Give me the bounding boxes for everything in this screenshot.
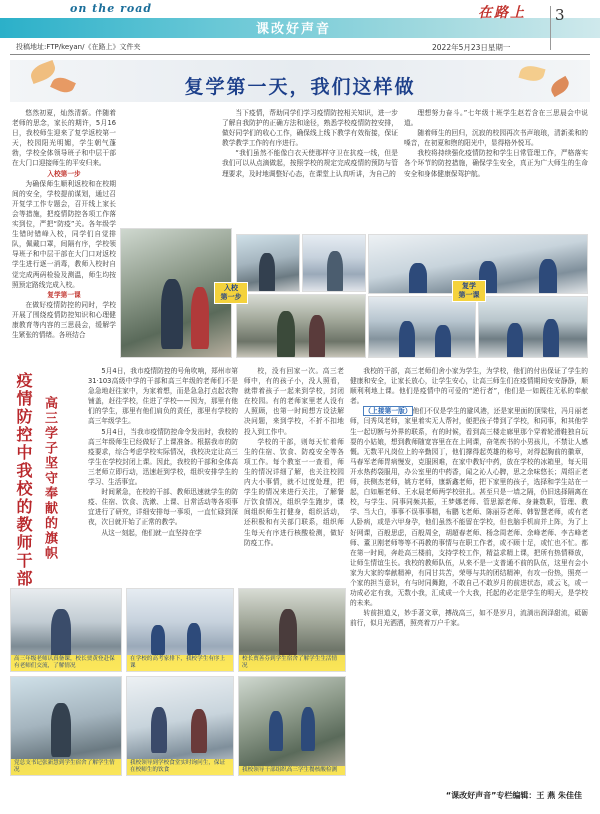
person-figure bbox=[51, 609, 71, 659]
student-figure bbox=[151, 625, 165, 655]
paragraph: 理想努力奋斗。”七年级十班学生赵若含在三思晨会中说道。 bbox=[404, 109, 588, 128]
paragraph bbox=[350, 406, 588, 608]
article2-column-c bbox=[350, 366, 588, 770]
student-figure bbox=[507, 323, 523, 358]
article1-column-2 bbox=[222, 108, 398, 230]
subheading: 复学第一课 bbox=[47, 290, 81, 299]
person-figure bbox=[309, 315, 325, 358]
person-figure bbox=[161, 279, 183, 349]
paragraph: 5月4日，当我市疫情防控命令发出时，我校的高三年级师生已经做好了上课准备。根据我市的防疫要求，综合考虑学校实际情况，我校决定让高三学生在学校封闭上课。因此，我校的干部和全体高三老师立即行动，迅速赶到学校，组织安排学生的学习、生活事宜。 bbox=[88, 427, 238, 487]
person-figure bbox=[151, 707, 167, 753]
photo-caption: 校长贾善芬到学生宿舍了解学生生活情况 bbox=[239, 655, 345, 671]
photo-dorm-visit bbox=[238, 588, 346, 672]
article1-column-3 bbox=[404, 108, 588, 230]
photo-caption: 高三年级老师认真备课，校长贾黄登赴保有老师们交流，了解情况 bbox=[11, 655, 121, 671]
photo-tag-first-class: 复学 第一课 bbox=[452, 280, 486, 302]
article2-column-a bbox=[88, 366, 238, 580]
person-figure bbox=[279, 609, 297, 657]
person-figure bbox=[191, 709, 207, 753]
person-figure bbox=[301, 707, 315, 751]
person-figure bbox=[277, 311, 295, 358]
article2-column-b bbox=[244, 366, 344, 580]
photo-classroom-2 bbox=[368, 296, 476, 358]
student-figure bbox=[399, 321, 415, 358]
page-header bbox=[0, 0, 600, 56]
continued-from-label: （上接第一版） bbox=[364, 407, 412, 416]
photo-caption: 我校领导到学校食堂实时询问生，保证在校师生的饮食 bbox=[127, 759, 233, 775]
paragraph: 悠然初夏，灿然清新。伴随着老师的思念，家长的期许，5月16日，我校师生迎来了复学返校第一天，校园阳光明媚，学生朝气蓬勃，学校全体领导班子和中层干部在大门口迎接师生的平安归来。 bbox=[12, 109, 116, 168]
header-rule bbox=[10, 54, 590, 55]
photo-caption: 党总支书记张新慧到学生宿舍了解学生情况 bbox=[11, 759, 121, 775]
issue-date: 2022年5月23日星期一 bbox=[432, 43, 511, 52]
student-figure bbox=[435, 325, 451, 358]
article1-column-1 bbox=[12, 108, 116, 358]
paragraph: “我们虽然不能像白衣天使那样守卫在抗疫一线，但是我们可以从点滴做起，按照学校的规定完成疫情的预防与管理要求，及时地调整好心态，在课堂上认真听讲，为自己的 bbox=[222, 149, 398, 178]
student-figure bbox=[409, 263, 427, 294]
paragraph: 随着师生的回归，沉寂的校园再次书声琅琅，清新柔和的嗓音，在初夏和煦的阳光中，显得格外悦耳。 bbox=[404, 129, 588, 148]
page-number: 3 bbox=[555, 6, 565, 24]
photo-tag-entrance: 入校 第一步 bbox=[214, 282, 248, 304]
paragraph: 在做好疫情防控的同时，学校开展了围绕疫情防控知识和心理健康教育等内容的三思晨会，缓解学生紧张的情绪。各班结合 bbox=[12, 300, 116, 340]
student-figure bbox=[543, 319, 559, 358]
paragraph: 我校的干部，高三老师们舍小家为学生，为学校，他们的付出保证了学生的健康和安全，让家长放心，让学生安心，让高三师生们在疫情期间安安静静，顺顺利利地上课。他们是疫情中的可爱的“逆行者”，他们是一如既往无私的奉献者。 bbox=[350, 367, 588, 406]
person-figure bbox=[51, 703, 71, 757]
paragraph: 当下疫情，帮助同学们学习疫情防控相关知识，进一步了解自我防护的正确方法和途径，熟悉学校疫情防控安排，做好同学们的收心工作，确保线上线下教学有效衔接，保证教学教学工作的有序进行。 bbox=[222, 109, 398, 148]
photo-entrance-4 bbox=[236, 294, 366, 358]
photo-students-class bbox=[126, 588, 234, 672]
student-figure bbox=[187, 623, 201, 655]
person-figure bbox=[269, 711, 283, 751]
paragraph: 时间紧急，在校的干部、教师迅速就学生的防疫、住宿、饮食、洗漱、上课、日常活动等各项事宜进行了研究，详细安排每一事项，一直忙碌到深夜，次日就开始了正常的教学。 bbox=[88, 488, 238, 527]
photo-nucleic-test bbox=[238, 676, 346, 776]
photo-classroom-3 bbox=[478, 296, 588, 358]
photo-caption: 我校领导干部组织高三学生餐核酸检测 bbox=[239, 766, 345, 775]
person-figure bbox=[327, 251, 343, 292]
newspaper-logo: 在路上 bbox=[478, 5, 526, 21]
photo-caption: 在学校的高考家排下，我校学生有序上课 bbox=[127, 655, 233, 671]
person-figure bbox=[191, 287, 209, 349]
header-divider bbox=[550, 6, 551, 50]
column-editor-credit: “课改好声音”专栏编辑：王 燕 朱佳佳 bbox=[445, 791, 582, 800]
student-figure bbox=[539, 259, 557, 294]
photo-teacher-prep bbox=[10, 588, 122, 672]
article-headline: 复学第一天，我们这样做 bbox=[184, 76, 416, 98]
paragraph: 5月4日，我市疫情防控的号角吹响，郑州市第31·103高级中学的干部和高三年级的老师们不是急急地赶往家中，为家着想，而是急急打点起衣物铺盖，赶往学校，住进了学校——因为，那里有他们的学生，那里有他们肩负的责任，那里有学校的高三年级学生。 bbox=[88, 367, 238, 426]
vertical-title-students: 高三学子坚守奉献的旗帜 bbox=[42, 396, 57, 561]
photo-canteen bbox=[126, 676, 234, 776]
column-title: 课改好声音 bbox=[256, 22, 332, 37]
paragraph: 为确保师生顺利返校和在校期间的安全，学校提前谋划，通过召开复学工作专题会，召开线上家长会等措施，把疫情防控各项工作落实到位，严把“防疫”关。各年级学生错时错峰入校，同学们自觉排队，佩戴口罩，间隔有序，学校领导班子和中层干部在大门口对返校学生进行逐一消毒，教师入校时自觉完成两码检验及测温，师生均按照预定路线完成入校。 bbox=[12, 179, 116, 289]
photo-secretary-dorm bbox=[10, 676, 122, 776]
paragraph: 校，没有回家一次。高三老师中，有的孩子小，没人照看，就带着孩子一起来到学校，封闭在校园。有的老师家里老人没有人照顾，也第一时间想方设法解决问题，来到学校，不折不扣地投入到工作中。 bbox=[244, 367, 344, 436]
paragraph: 我校将持续强化疫情防控和学生日常管理工作，严格落实各个环节的防控措施，确保学生安全，真正为广大师生的生命安全和身体健康保驾护航。 bbox=[404, 149, 588, 178]
photo-entrance-3 bbox=[302, 234, 366, 292]
subheading: 入校第一步 bbox=[47, 169, 81, 178]
submission-address: 投稿地址:FTP/keyan/《在路上》文件夹 bbox=[16, 43, 141, 51]
vertical-title-teachers: 疫情防控中我校的教师干部 bbox=[14, 372, 33, 588]
paragraph: 转前担道义，妙手著文章，搏战高三，如不是岁月，流淌出润泽甜流，砥砺前行，似月光洒洒，照亮着万户千家。 bbox=[350, 609, 588, 628]
column-english-title: on the road bbox=[70, 2, 153, 15]
paragraph-text: 他们不仅是学生的避风港，还是家里面的顶梁柱，冯月丽老师，闫秀凤老师，家里着实无人帮衬，便把孩子带到了学校，和同事，和其他学生一起切断与外界的联系，有的时候，看到高三楼走廊里那个穿着轮滑鞋独自玩耍的小姑娘，想到教师随宽容里在在上网课，奋笔疾书的小男孩儿，不禁让人感慨。无数平凡岗位上的辛勤园丁，他们撑得起英雄的称号，对得起胸前的徽章，马春军老师胃病慢发，克服困难，在家中教好中药，放在学校的冰箱里，每天用开水热药袋服用，办公室里的中药香，闻之沁人心脾，思之余味悠长；周绍正老师，扶侧杰老师，姚方老师，康新鑫老师，把下家里的孩子，选择和学生站在一起，白如雁老师、王水晨老师两学校驻扎。甚至只是一墙之隔，仍旧选择隔离在校，与学生、同事同频共振，王梦娜老师、管思源老师、身兼数职，管理、教学、当大白，事事不误事事精，布鹏飞老师、陈丽芬老师、韩智慧老师，或有老人卧病，或是六甲身孕，他们虽然不能留在学校，但也脑手机肩并上阵，为了上好网课，百般思虑，百般周全，胡超春老师、杨念周老师、余峰老师、李古峰老师、董卫刚老师等等不再教的事情与在职工作者，或不顾十足，或忙也不忙。都在第一时间，奔赴高三楼前，支持学校工作，精益求精上课，把所有热情释放，让师生情谊生长。我校的教师队伍，从来不是一支普通不前的队伍，这里有会小家为大家的奉献精神，有同甘共苦，荣辱与共的团结精神，有攻一份热，照亮一个家的担当意识，有与时同舞跑，不敢自己不敢岁月的前进状态，或云飞，或一功成必定有我，无数小我，汇成成一个大我，托起的必定是学生的明天，是学校的未来。 bbox=[350, 407, 588, 608]
paragraph: 学校的干部，则每天忙着师生的住宿、饮食、防疫安全等各项工作。每个教室一一查看，师生的情况详细了解，也关注校园内大小事情，就不过度处理，把学生的情况来进行关注，了解餐厅饮食情况，组织学生跑步，课间组织师生打健身，组织活动，还积极和有关部门联系，组织师生每天有序进行核酸检测，做好防疫工作。 bbox=[244, 437, 344, 547]
paragraph: 从这一刻起，他们就一直坚持在学 bbox=[101, 528, 202, 537]
person-figure bbox=[259, 253, 275, 292]
